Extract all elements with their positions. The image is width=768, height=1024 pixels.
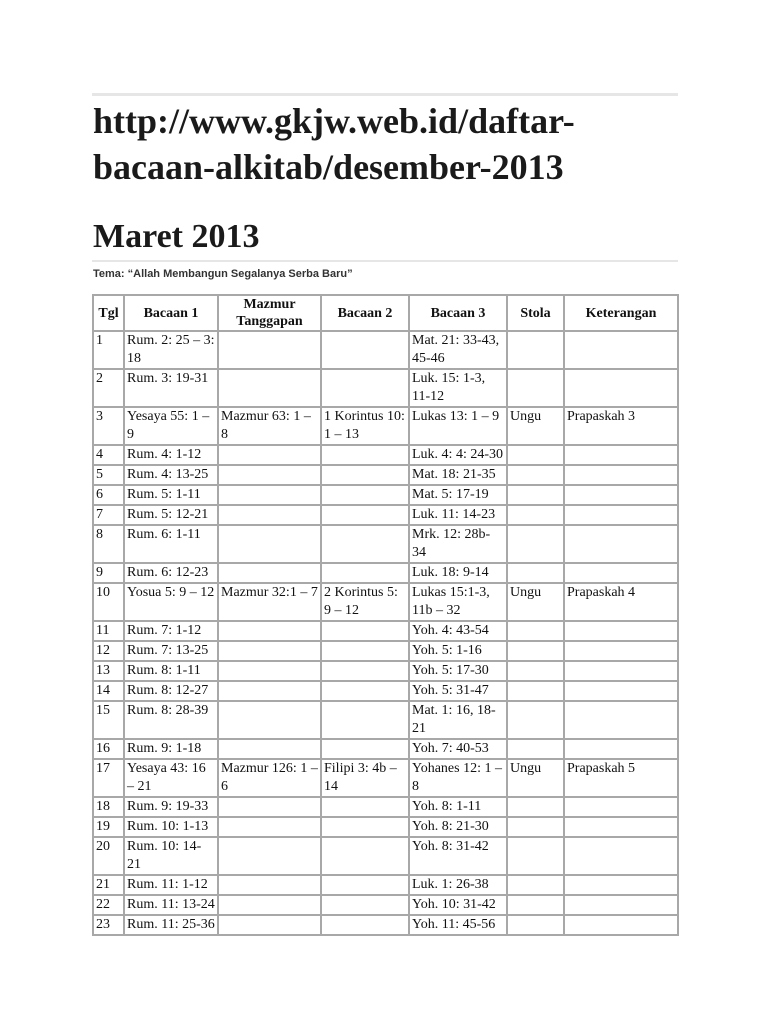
- column-header: Tgl: [93, 295, 124, 331]
- table-cell: 13: [93, 661, 124, 681]
- table-cell: Prapaskah 4: [564, 583, 678, 621]
- table-row: [93, 875, 678, 895]
- table-cell: [564, 525, 678, 563]
- table-cell: Rum. 6: 12-23: [124, 563, 218, 583]
- table-cell: Rum. 9: 19-33: [124, 797, 218, 817]
- table-cell: [564, 465, 678, 485]
- table-cell: Lukas 13: 1 – 9: [409, 407, 507, 445]
- table-cell: Mat. 5: 17-19: [409, 485, 507, 505]
- table-cell: [218, 875, 321, 895]
- table-cell: [321, 681, 409, 701]
- table-cell: [321, 505, 409, 525]
- table-cell: Rum. 8: 28-39: [124, 701, 218, 739]
- table-row: [93, 369, 678, 407]
- table-cell: [507, 331, 564, 369]
- table-cell: [321, 875, 409, 895]
- table-cell: [321, 331, 409, 369]
- table-cell: [218, 817, 321, 837]
- table-cell: Rum. 8: 12-27: [124, 681, 218, 701]
- table-cell: Rum. 11: 25-36: [124, 915, 218, 935]
- table-cell: Rum. 7: 1-12: [124, 621, 218, 641]
- table-cell: [564, 445, 678, 465]
- table-cell: [321, 621, 409, 641]
- table-cell: Rum. 11: 1-12: [124, 875, 218, 895]
- table-cell: Rum. 9: 1-18: [124, 739, 218, 759]
- table-cell: [321, 525, 409, 563]
- table-cell: Rum. 7: 13-25: [124, 641, 218, 661]
- table-cell: [564, 505, 678, 525]
- table-row: [93, 445, 678, 465]
- table-cell: [321, 641, 409, 661]
- table-row: [93, 505, 678, 525]
- table-cell: 22: [93, 895, 124, 915]
- table-cell: [321, 837, 409, 875]
- table-cell: 7: [93, 505, 124, 525]
- column-header: Stola: [507, 295, 564, 331]
- table-cell: Rum. 4: 13-25: [124, 465, 218, 485]
- table-row: [93, 583, 678, 621]
- divider: [92, 260, 678, 262]
- table-cell: [507, 681, 564, 701]
- table-cell: [218, 641, 321, 661]
- table-cell: [321, 817, 409, 837]
- table-cell: [321, 465, 409, 485]
- table-cell: Lukas 15:1-3, 11b – 32: [409, 583, 507, 621]
- table-cell: Rum. 2: 25 – 3: 18: [124, 331, 218, 369]
- table-cell: Yoh. 5: 17-30: [409, 661, 507, 681]
- table-cell: Rum. 8: 1-11: [124, 661, 218, 681]
- month-title: Maret 2013: [93, 218, 260, 255]
- table-cell: [218, 485, 321, 505]
- table-cell: 17: [93, 759, 124, 797]
- table-cell: [507, 485, 564, 505]
- table-cell: [218, 445, 321, 465]
- table-row: [93, 739, 678, 759]
- table-cell: Yoh. 8: 31-42: [409, 837, 507, 875]
- table-cell: Yoh. 8: 21-30: [409, 817, 507, 837]
- table-cell: Mazmur 32:1 – 7: [218, 583, 321, 621]
- table-cell: Mat. 1: 16, 18-21: [409, 701, 507, 739]
- table-cell: [218, 563, 321, 583]
- table-cell: [507, 563, 564, 583]
- column-header: Bacaan 3: [409, 295, 507, 331]
- table-cell: [564, 485, 678, 505]
- table-cell: [564, 331, 678, 369]
- table-cell: 10: [93, 583, 124, 621]
- table-cell: [507, 369, 564, 407]
- table-row: [93, 817, 678, 837]
- table-cell: [507, 875, 564, 895]
- table-cell: 21: [93, 875, 124, 895]
- table-cell: [564, 797, 678, 817]
- table-cell: 5: [93, 465, 124, 485]
- table-cell: [564, 895, 678, 915]
- table-cell: [564, 837, 678, 875]
- table-cell: [218, 525, 321, 563]
- table-row: [93, 621, 678, 641]
- table-cell: Ungu: [507, 759, 564, 797]
- table-cell: 11: [93, 621, 124, 641]
- theme-text: Tema: “Allah Membangun Segalanya Serba Baru”: [93, 268, 353, 280]
- table-cell: Luk. 11: 14-23: [409, 505, 507, 525]
- table-cell: Mrk. 12: 28b-34: [409, 525, 507, 563]
- table-cell: 2 Korintus 5: 9 – 12: [321, 583, 409, 621]
- table-cell: Yoh. 5: 1-16: [409, 641, 507, 661]
- table-row: [93, 331, 678, 369]
- table-cell: Luk. 1: 26-38: [409, 875, 507, 895]
- table-row: [93, 681, 678, 701]
- table-cell: [218, 915, 321, 935]
- table-cell: [507, 465, 564, 485]
- table-cell: [321, 445, 409, 465]
- table-cell: 23: [93, 915, 124, 935]
- table-cell: Yoh. 10: 31-42: [409, 895, 507, 915]
- table-cell: [218, 701, 321, 739]
- table-cell: [321, 915, 409, 935]
- table-cell: [218, 505, 321, 525]
- table-cell: Ungu: [507, 407, 564, 445]
- table-cell: Rum. 5: 1-11: [124, 485, 218, 505]
- table-row: [93, 525, 678, 563]
- table-cell: Mat. 21: 33-43, 45-46: [409, 331, 507, 369]
- table-cell: 6: [93, 485, 124, 505]
- reading-schedule-table: [92, 294, 679, 936]
- table-cell: Yoh. 8: 1-11: [409, 797, 507, 817]
- column-header: Bacaan 1: [124, 295, 218, 331]
- column-header: Keterangan: [564, 295, 678, 331]
- table-row: [93, 641, 678, 661]
- table-cell: Rum. 10: 1-13: [124, 817, 218, 837]
- table-cell: Prapaskah 3: [564, 407, 678, 445]
- table-cell: [507, 621, 564, 641]
- table-row: [93, 895, 678, 915]
- table-cell: [564, 681, 678, 701]
- table-row: [93, 661, 678, 681]
- table-cell: Rum. 4: 1-12: [124, 445, 218, 465]
- table-cell: Luk. 15: 1-3, 11-12: [409, 369, 507, 407]
- table-cell: Rum. 3: 19-31: [124, 369, 218, 407]
- table-cell: Rum. 6: 1-11: [124, 525, 218, 563]
- table-cell: 3: [93, 407, 124, 445]
- table-cell: [564, 661, 678, 681]
- table-cell: [564, 915, 678, 935]
- table-cell: [507, 505, 564, 525]
- table-cell: Mazmur 63: 1 – 8: [218, 407, 321, 445]
- table-cell: 9: [93, 563, 124, 583]
- table-cell: 12: [93, 641, 124, 661]
- table-cell: 4: [93, 445, 124, 465]
- table-row: [93, 563, 678, 583]
- table-cell: [321, 485, 409, 505]
- table-cell: [218, 681, 321, 701]
- table-cell: [218, 331, 321, 369]
- table-cell: [507, 445, 564, 465]
- table-cell: Yesaya 43: 16 – 21: [124, 759, 218, 797]
- table-cell: [321, 797, 409, 817]
- table-cell: [218, 369, 321, 407]
- table-cell: Yosua 5: 9 – 12: [124, 583, 218, 621]
- table-cell: [321, 739, 409, 759]
- table-cell: 19: [93, 817, 124, 837]
- table-cell: Rum. 11: 13-24: [124, 895, 218, 915]
- table-cell: [564, 875, 678, 895]
- table-cell: 20: [93, 837, 124, 875]
- table-cell: [321, 661, 409, 681]
- table-cell: [321, 895, 409, 915]
- table-cell: [564, 701, 678, 739]
- table-header-row: [93, 295, 678, 331]
- table-cell: [507, 525, 564, 563]
- table-cell: [218, 621, 321, 641]
- table-cell: 18: [93, 797, 124, 817]
- table-cell: [218, 797, 321, 817]
- table-row: [93, 465, 678, 485]
- table-cell: 1: [93, 331, 124, 369]
- table-cell: [507, 895, 564, 915]
- table-cell: 16: [93, 739, 124, 759]
- table-cell: [218, 739, 321, 759]
- table-row: [93, 837, 678, 875]
- table-cell: [218, 465, 321, 485]
- table-cell: [507, 701, 564, 739]
- table-cell: [218, 661, 321, 681]
- table-cell: Luk. 18: 9-14: [409, 563, 507, 583]
- table-row: [93, 797, 678, 817]
- table-cell: Yoh. 11: 45-56: [409, 915, 507, 935]
- table-cell: 1 Korintus 10: 1 – 13: [321, 407, 409, 445]
- table-row: [93, 407, 678, 445]
- table-cell: Ungu: [507, 583, 564, 621]
- table-cell: Rum. 5: 12-21: [124, 505, 218, 525]
- table-cell: Yoh. 4: 43-54: [409, 621, 507, 641]
- table-cell: 8: [93, 525, 124, 563]
- table-cell: Yohanes 12: 1 – 8: [409, 759, 507, 797]
- column-header: Mazmur Tanggapan: [218, 295, 321, 331]
- table-cell: Rum. 10: 14-21: [124, 837, 218, 875]
- table-cell: [507, 837, 564, 875]
- table-cell: [218, 837, 321, 875]
- table-cell: Prapaskah 5: [564, 759, 678, 797]
- table-row: [93, 485, 678, 505]
- table-cell: [564, 817, 678, 837]
- table-cell: [564, 563, 678, 583]
- table-cell: [564, 621, 678, 641]
- table-row: [93, 701, 678, 739]
- table-cell: Yoh. 5: 31-47: [409, 681, 507, 701]
- table-cell: [507, 915, 564, 935]
- table-cell: [218, 895, 321, 915]
- table-cell: 2: [93, 369, 124, 407]
- table-row: [93, 759, 678, 797]
- table-cell: Mazmur 126: 1 – 6: [218, 759, 321, 797]
- table-cell: Mat. 18: 21-35: [409, 465, 507, 485]
- table-cell: Yoh. 7: 40-53: [409, 739, 507, 759]
- table-cell: [564, 641, 678, 661]
- divider: [92, 93, 678, 96]
- table-cell: [564, 369, 678, 407]
- table-cell: Luk. 4: 4: 24-30: [409, 445, 507, 465]
- table-cell: [321, 563, 409, 583]
- table-cell: [321, 701, 409, 739]
- column-header: Bacaan 2: [321, 295, 409, 331]
- table-cell: [507, 797, 564, 817]
- table-cell: [564, 739, 678, 759]
- table-row: [93, 915, 678, 935]
- table-cell: 14: [93, 681, 124, 701]
- table-cell: [507, 661, 564, 681]
- table-cell: [507, 817, 564, 837]
- table-cell: Yesaya 55: 1 – 9: [124, 407, 218, 445]
- table-cell: [321, 369, 409, 407]
- url-title: http://www.gkjw.web.id/daftar-bacaan-alkitab/desember-2013: [93, 101, 575, 187]
- table-cell: Filipi 3: 4b – 14: [321, 759, 409, 797]
- table-cell: [507, 641, 564, 661]
- table-cell: 15: [93, 701, 124, 739]
- table-cell: [507, 739, 564, 759]
